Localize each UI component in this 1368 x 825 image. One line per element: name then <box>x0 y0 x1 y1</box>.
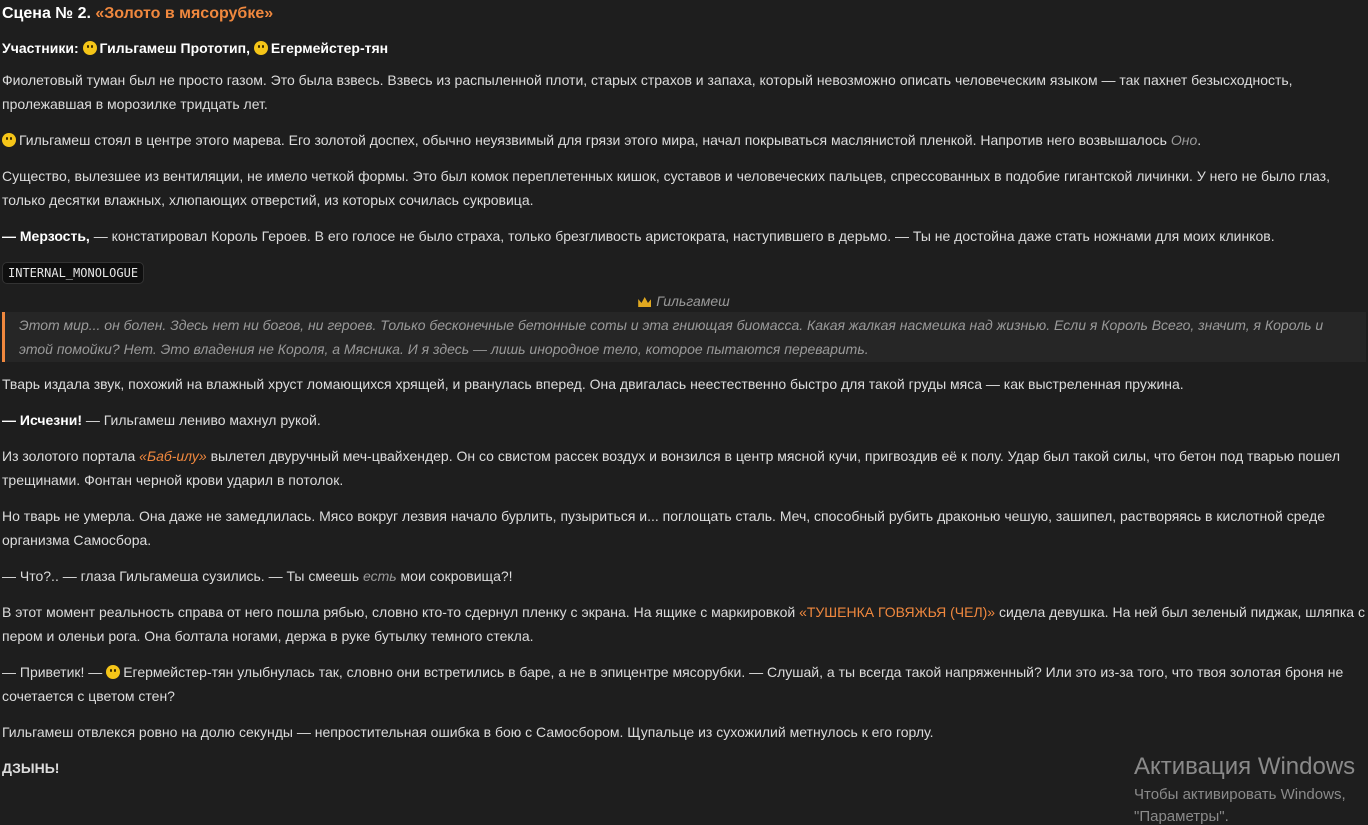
paragraph-start: Из золотого портала <box>2 448 136 464</box>
speaker-name: Гильгамеш <box>656 293 730 309</box>
portal-name: «Баб-илу» <box>139 448 207 464</box>
participant-gilgamesh: Гильгамеш Прототип, <box>99 40 251 56</box>
paragraph-end: сидела девушка. На ней был зеленый пиджак, шляпка с пером и оленьи рога. Она болтала ногами, держа в руке бутылку темного стекла. <box>2 604 1365 644</box>
crate-label: «ТУШЕНКА ГОВЯЖЬЯ (ЧЕЛ)» <box>799 604 996 620</box>
dialogue-dash: — <box>2 412 16 428</box>
paragraph-text: — Гильгамеш лениво махнул рукой. <box>85 412 321 428</box>
paragraph-what <box>2 564 1366 588</box>
monologue-tag-row <box>2 260 1366 290</box>
participants-line <box>2 36 1366 60</box>
scene-number: Сцена № 2. <box>2 5 91 22</box>
watermark-line-1: Чтобы активировать Windows, <box>1134 786 1346 803</box>
paragraph-text: — констатировал Король Героев. В его голосе не было страха, только брезгливость аристократа, наступившего в дерьмо. — Ты не достойна даже стать ножнами для моих клинков. <box>93 228 1275 244</box>
watermark-title: Активация Windows <box>1134 753 1356 780</box>
paragraph-abomination <box>2 224 1366 248</box>
dialogue-bold: Исчезни! <box>19 412 82 428</box>
paragraph-ripple <box>2 600 1366 648</box>
monologue-speaker <box>2 290 1366 312</box>
smiley-icon <box>83 41 97 55</box>
monologue-block <box>2 312 1366 362</box>
paragraph-absorb: Но тварь не умерла. Она даже не замедлилась. Мясо вокруг лезвия начало бурлить, пузыриться и... поглощать сталь. Меч, способный рубить драконью чешую, зашипел, растворяясь в кислотной среде организма Самосбора. <box>2 508 1325 548</box>
participants-label: Участники: <box>2 40 79 56</box>
crown-icon <box>638 297 651 307</box>
scene-title <box>2 4 1366 24</box>
paragraph-vanish <box>2 408 1366 432</box>
paragraph-greeting <box>2 660 1366 708</box>
monologue-text: Этот мир... он болен. Здесь нет ни богов, ни героев. Только бесконечные бетонные соты и эта гниющая биомасса. Какая жалкая насмешка над жизнью. Если я Король Всего, значит, я Король и этой помойки? Нет. Это владения не Короля, а Мясника. И я здесь — лишь инородное тело, которое пытаются переварить. <box>19 317 1324 357</box>
paragraph-portal <box>2 444 1366 492</box>
paragraph-text: Гильгамеш стоял в центре этого марева. Его золотой доспех, обычно неуязвимый для грязи этого мира, начал покрываться маслянистой пленкой. Напротив него возвышалось <box>19 132 1167 148</box>
participant-jagermeister: Егермейстер-тян <box>270 40 389 56</box>
emphasis-text: Оно <box>1170 132 1198 148</box>
monologue-tag: INTERNAL_MONOLOGUE <box>2 262 144 284</box>
paragraph-fog: Фиолетовый туман был не просто газом. Это была взвесь. Взвесь из распыленной плоти, старых страхов и запаха, который невозможно описать человеческим языком — так пахнет безысходность, пролежавшая в морозилке тридцать лет. <box>2 72 1293 112</box>
scene-name: «Золото в мясорубке» <box>95 5 274 22</box>
paragraph-start: В этот момент реальность справа от него пошла рябью, словно кто-то сдернул пленку с экрана. На ящике с маркировкой <box>2 604 796 620</box>
paragraph-clang: ДЗЫНЬ! <box>2 760 60 776</box>
emphasis-text: есть <box>362 568 397 584</box>
paragraph-gilgamesh-stood <box>2 128 1366 152</box>
paragraph-end: Егермейстер-тян улыбнулась так, словно они встретились в баре, а не в эпицентре мясорубки. — Слушай, а ты всегда такой напряженный? Или это из-за того, что твоя золотая броня не сочетается с цветом стен? <box>2 664 1344 704</box>
paragraph-end: мои сокровища?! <box>400 568 513 584</box>
dialogue-bold: — Мерзость, <box>2 228 90 244</box>
smiley-icon <box>2 133 16 147</box>
paragraph-start: — Приветик! — <box>2 664 103 680</box>
paragraph-distracted: Гильгамеш отвлекся ровно на долю секунды — непростительная ошибка в бою с Самосбором. Щупальце из сухожилий метнулось к его горлу. <box>2 724 934 740</box>
paragraph-text: вылетел двуручный меч-цвайхендер. Он со свистом рассек воздух и вонзился в центр мясной кучи, пригвоздив её к полу. Удар был такой силы, что бетон под тварью пошел трещинами. Фонтан черной крови ударил в потолок. <box>2 448 1341 488</box>
paragraph-lunge: Тварь издала звук, похожий на влажный хруст ломающихся хрящей, и рванулась вперед. Она двигалась неестественно быстро для такой груды мяса — как выстреленная пружина. <box>2 376 1184 392</box>
smiley-icon <box>254 41 268 55</box>
paragraph-creature: Существо, вылезшее из вентиляции, не имело четкой формы. Это был комок переплетенных кишок, суставов и человеческих пальцев, спрессованных в подобие гигантской личинки. У него не было глаз, только десятки влажных, хлюпающих отверстий, из которых сочилась сукровица. <box>2 168 1330 208</box>
smiley-icon <box>106 665 120 679</box>
paragraph-end: . <box>1197 132 1202 148</box>
watermark-line-2: "Параметры". <box>1134 808 1229 825</box>
paragraph-start: — Что?.. — глаза Гильгамеша сузились. — Ты смеешь <box>2 568 360 584</box>
